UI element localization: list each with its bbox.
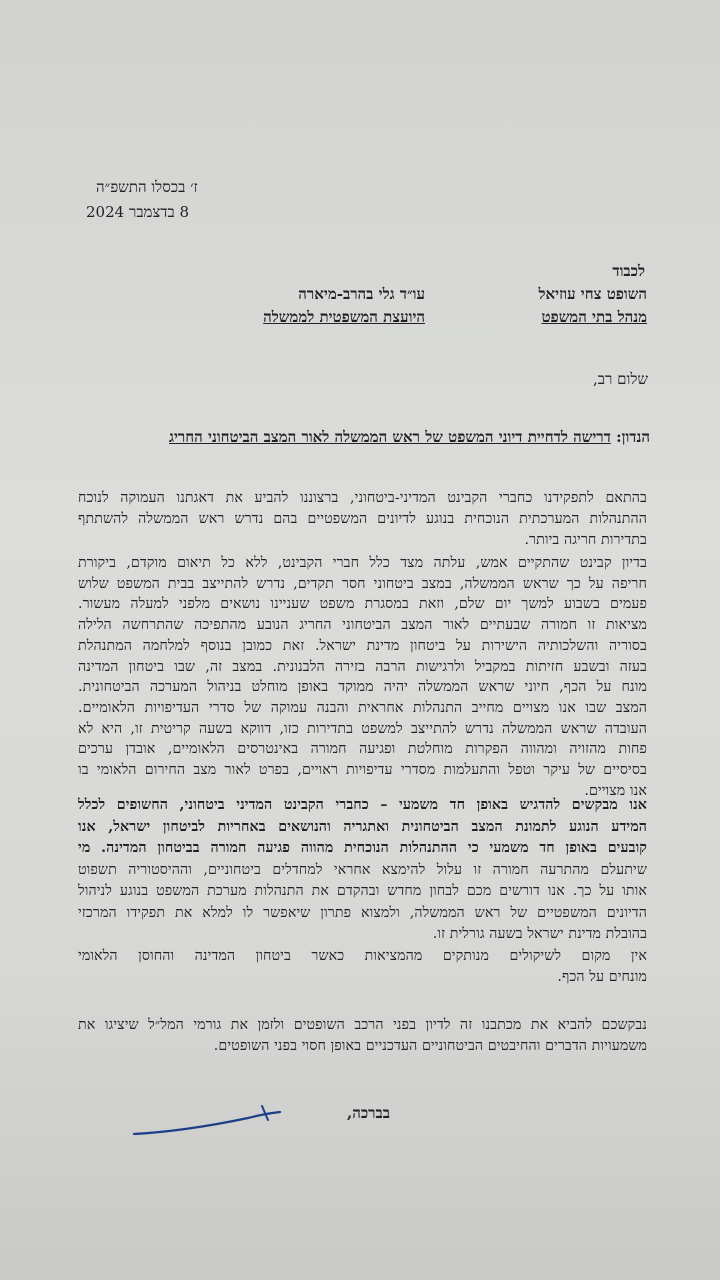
body-line: אין מקום לשיקולים מנותקים מהמציאות כאשר ביטחון המדינה והחוסן הלאומי — [78, 948, 647, 964]
body-line: משמעויות הדברים והחיבטים הביטחוניים העדכניים באופן חסוי בפני השופטים. — [213, 1038, 647, 1054]
body-line: מציאות זו חמורה שבעתיים לאור המצב הביטחוני החריג הנובע מהתפיכה שהתרחשה הלילה — [78, 617, 647, 634]
body-line: אנו מבקשים להדגיש באופן חד משמעי – כחברי הקבינט המדיני ביטחוני, החשופים לכלל — [78, 797, 647, 813]
body-line: בסיסיים של עיקר וטפל והתעלמות מסדרי עדיפויות ראויים, בפרט לאור מצב החירום הלאומי בו — [78, 762, 647, 778]
body-line: המידע הנוגע לתמונת המצב הביטחונית ואתגריה והנושאים באחריות לביטחון ישראל, אנו — [78, 818, 647, 835]
counsel-name: עו״ד גלי בהרב-מיארה — [298, 285, 425, 303]
body-line: נבקשכם להביא את מכתבנו זה לדיון בפני הרכב השופטים ולזמן את גורמי המל״ל שיציגו את — [78, 1017, 647, 1033]
subject-line — [169, 428, 650, 447]
hebrew-date: ז׳ בכסלו התשפ״ה — [96, 178, 198, 196]
body-line: המצב שבו אנו מצויים מחייב התנהלות אחראית והבנה עמוקה של סדרי העדיפויות הלאומיים. — [78, 699, 647, 716]
body-line: ההתנהלות המערכתית הנוכחית בנוגע לדיונים המשפטיים בהם נדרש ראש הממשלה להשתתף — [78, 511, 647, 527]
subject-label: הנדון: — [616, 428, 650, 446]
signature-scribble — [130, 1098, 290, 1148]
body-line: הדיונים המשפטיים של ראש הממשלה, ולמצוא פתרון שיאפשר לו למלא את תפקידו המרכזי — [78, 904, 647, 921]
body-line: חריפה על כך שראש הממשלה, במצב ביטחוני חסר תקדים, נדרש להתייצב בבית המשפט שלוש — [78, 575, 647, 592]
body-line: אנו מצויים. — [584, 782, 647, 799]
addressee-name: השופט צחי עוזיאל — [538, 285, 647, 303]
body-line: פחות מהזויה ומהווה הפקרות מוחלטת ופגיעה חמורה באינטרסים הלאומיים, אובדן ערכים — [78, 741, 647, 758]
gregorian-date: 8 בדצמבר 2024 — [86, 203, 190, 221]
body-line: מונחים על הכף. — [557, 969, 647, 985]
addressee-salutation: לכבוד — [612, 262, 645, 280]
greeting: שלום רב, — [593, 370, 648, 388]
body-line: בהובלת מדינת ישראל בשעה גורלית זו. — [432, 926, 647, 942]
body-line: אותו על כך. אנו דורשים מכם לבחון מחדש ובהקדם את התנהלות מערכת המשפט בנוגע לניהול — [78, 883, 647, 899]
body-line: מונח על הכף, חיוני שראש הממשלה יהיה ממוקד באופן מוחלט בניהול המערכה הביטחונית. — [78, 679, 647, 696]
body-line: העובדה שראש הממשלה נדרש להתייצב למשפט בתדירות כזו, דווקא בשעה קריטית זו, היא לא — [78, 720, 647, 737]
body-line: בדיון קבינט שהתקיים אמש, עלתה מצד כלל חברי הקבינט, ללא כל תיאום מוקדם, ביקורת — [78, 555, 647, 571]
body-line: בעזה ובשבע חזיתות במקביל ולרגישות הרבה בזירה הלבנונית. במצב זה, שבו ביטחון המדינה — [78, 658, 647, 675]
body-line: קובעים באופן חד משמעי כי ההתנהלות הנוכחית מהווה פגיעה חמורה בביטחון המדינה. מי — [78, 840, 647, 856]
body-line: בתדירות חריגה ביותר. — [524, 532, 647, 548]
body-line: שיתעלם מהתרעה חמורה זו עלול להימצא אחראי למחדלים ביטחוניים, וההיסטוריה תשפוט — [78, 861, 647, 878]
body-line: בהתאם לתפקידנו כחברי הקבינט המדיני-ביטחוני, ברצוננו להביע את דאגתנו העמוקה לנוכח — [78, 490, 647, 506]
counsel-title: היועצת המשפטית לממשלה — [263, 308, 425, 326]
subject-text: דרישה לדחיית דיוני המשפט של ראש הממשלה לאור המצב הביטחוני החריג — [169, 428, 611, 446]
body-line: פעמים בשבוע למשך יום שלם, וזאת במסגרת משפט שעניינו נושאים מלפני למעלה מעשור. — [78, 596, 647, 613]
closing: בברכה, — [346, 1104, 390, 1122]
body-line: בסוריה והשלכותיה הישירות על ביטחון מדינת ישראל. זאת כמובן בנוסף למלחמה המתנהלת — [78, 637, 647, 654]
addressee-title: מנהל בתי המשפט — [541, 308, 647, 326]
